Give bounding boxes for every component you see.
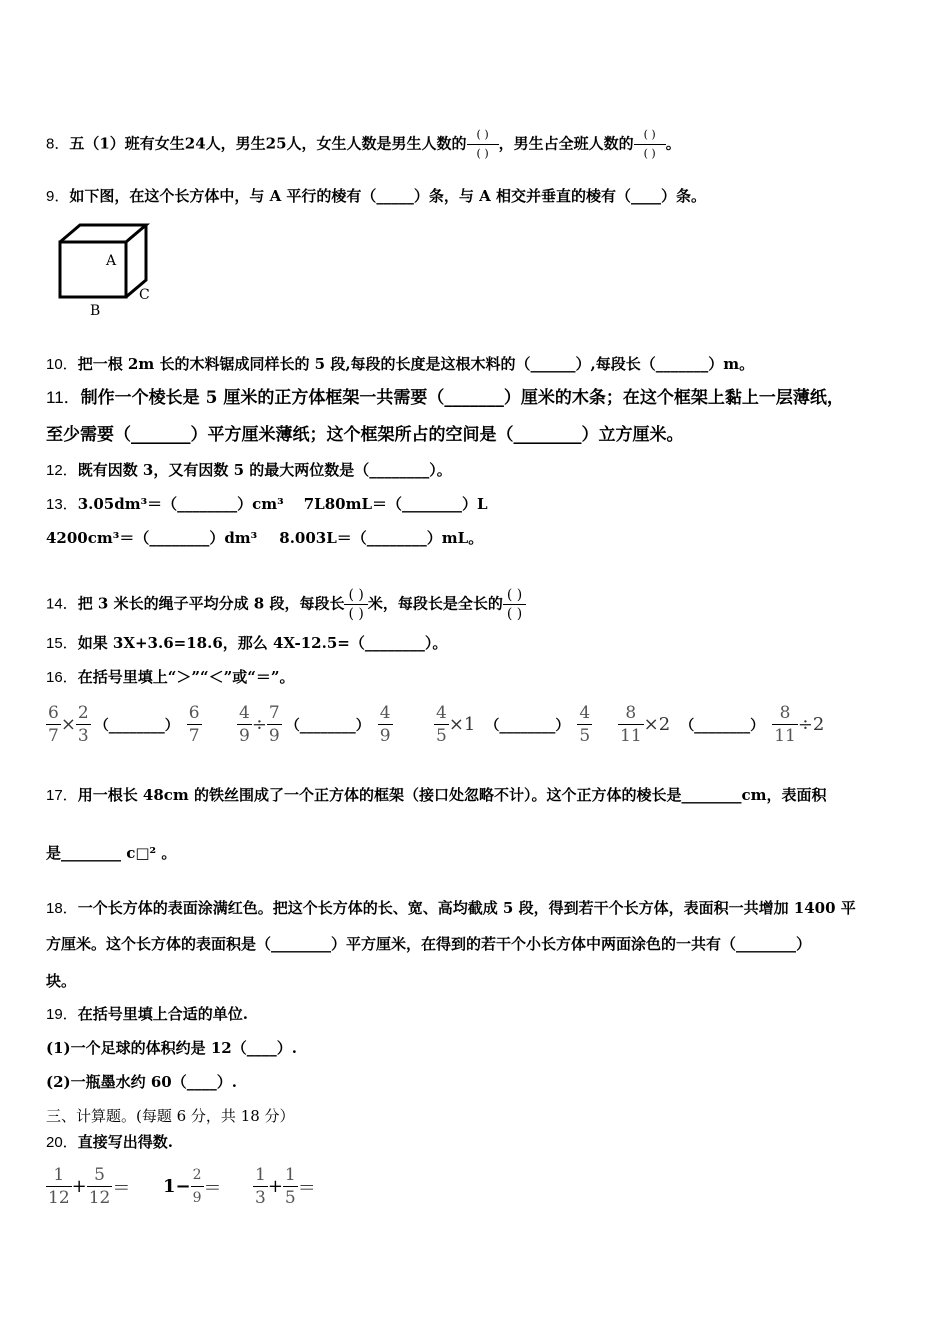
question-number: 9． xyxy=(46,188,70,205)
question-number: 17． xyxy=(46,787,78,804)
question-text: 把 3 米长的绳子平均分成 8 段，每段长 xyxy=(77,594,345,613)
fraction: $\frac{6}{7}$ xyxy=(48,703,59,746)
conversion-1: 3.05dm³＝（________）cm³ xyxy=(77,495,284,513)
fraction: $\frac{4}{5}$ xyxy=(436,703,447,746)
fraction: $\frac{4}{9}$ xyxy=(379,703,391,746)
question-13 xyxy=(46,494,488,515)
expression-3 xyxy=(253,1164,316,1209)
answer-blank[interactable]: （________） xyxy=(285,717,370,734)
sub-question: (2)一瓶墨水约 60（____）. xyxy=(46,1073,237,1091)
fraction: $\frac{4}{9}$ xyxy=(239,703,250,746)
question-11 xyxy=(46,388,844,408)
question-number: 10． xyxy=(46,356,78,373)
question-number: 14． xyxy=(46,595,78,613)
question-text: 五（1）班有女生24人，男生25人，女生人数是男生人数的 xyxy=(69,134,467,153)
label-c: C xyxy=(139,287,150,303)
question-text: 是________ c□² 。 xyxy=(46,844,177,862)
answer-blank[interactable]: （________） xyxy=(94,717,179,734)
fraction: $\frac{2}{3}$ xyxy=(77,703,89,746)
question-15 xyxy=(46,633,447,654)
operator: ×2 xyxy=(643,714,671,735)
answer-blank[interactable]: （________） xyxy=(680,717,765,734)
question-8: 8．五（1）班有女生24人，男生25人，女生人数是男生人数的 $\frac{( )}{( )}$ ，男生占全班人数的 $\frac{( )}{( )}$ 。 xyxy=(46,126,681,163)
compare-item-1 xyxy=(46,702,202,747)
question-text: 如果 3X+3.6=18.6，那么 4X-12.5=（________）。 xyxy=(77,634,448,652)
question-18-line3 xyxy=(46,971,76,991)
question-11-line2 xyxy=(46,425,684,445)
operand: 1− xyxy=(163,1176,191,1197)
question-text: 如下图，在这个长方体中，与 A 平行的棱有（_____）条，与 A 相交并垂直的棱有（____）条。 xyxy=(69,187,707,205)
answer-blank[interactable]: （________） xyxy=(485,717,570,734)
question-number: 13． xyxy=(46,496,78,513)
fraction: $\frac{8}{11}$ xyxy=(774,703,796,746)
operator: ×1 xyxy=(448,714,476,735)
question-text: 制作一个棱长是 5 厘米的正方体框架一共需要（_______）厘米的木条；在这个框架上黏上一层薄纸， xyxy=(80,388,844,408)
fraction-blank[interactable]: $\frac{( )}{( )}$ xyxy=(503,586,526,623)
operator: ÷ xyxy=(251,714,267,735)
question-text: 把一根 2m 长的木料锯成同样长的 5 段,每段的长度是这根木料的（______）,每段长（_______）m。 xyxy=(77,355,755,373)
sub-question: (1)一个足球的体积约是 12（____）. xyxy=(46,1039,297,1057)
cuboid-top-edge xyxy=(60,225,146,242)
expression-2 xyxy=(163,1164,222,1209)
fraction-blank[interactable]: $\frac{( )}{( )}$ xyxy=(634,126,666,163)
question-text: 直接写出得数. xyxy=(77,1133,173,1151)
question-18 xyxy=(46,898,856,919)
fraction: $\frac{4}{5}$ xyxy=(579,703,591,746)
question-number: 20． xyxy=(46,1134,78,1151)
fraction: $\frac{1}{12}$ xyxy=(48,1165,70,1208)
conversion-2: 7L80mL＝（________）L xyxy=(303,495,488,513)
question-number: 18． xyxy=(46,900,78,917)
compare-item-2 xyxy=(237,702,393,747)
question-14 xyxy=(46,586,526,623)
question-number: 15． xyxy=(46,635,78,652)
question-text: 一个长方体的表面涂满红色。把这个长方体的长、宽、高均截成 5 段，得到若干个长方体，表面积一共增加 1400 平 xyxy=(77,899,856,917)
question-number: 11． xyxy=(46,388,81,407)
fraction: $\frac{5}{12}$ xyxy=(88,1165,111,1208)
question-number: 16． xyxy=(46,669,78,686)
section-heading: 三、计算题。(每题 6 分，共 18 分） xyxy=(46,1107,295,1125)
label-b: B xyxy=(90,303,101,319)
question-18-line2 xyxy=(46,934,811,954)
fraction: $\frac{1}{3}$ xyxy=(255,1165,266,1208)
cuboid-figure xyxy=(50,220,160,320)
question-text: 在括号里填上合适的单位. xyxy=(77,1005,248,1023)
equals: ＝ xyxy=(112,1177,131,1199)
question-text: ，男生占全班人数的 xyxy=(498,134,634,153)
fraction: $\frac{1}{5}$ xyxy=(284,1165,296,1208)
question-number: 19． xyxy=(46,1006,78,1023)
question-13-line2 xyxy=(46,528,483,548)
operator: + xyxy=(267,1176,283,1197)
question-number: 12． xyxy=(46,462,78,479)
question-9 xyxy=(46,186,706,207)
question-text: 米，每段长是全长的 xyxy=(367,594,503,613)
question-number: 8． xyxy=(46,135,70,153)
question-10 xyxy=(46,354,754,375)
cuboid-front-face xyxy=(60,242,126,297)
compare-item-4 xyxy=(618,702,824,747)
question-text: 在括号里填上“＞”“＜”或“＝”。 xyxy=(77,668,295,686)
question-text: 至少需要（_______）平方厘米薄纸；这个框架所占的空间是（________）立方厘米。 xyxy=(46,425,684,445)
compare-item-3 xyxy=(434,702,592,747)
conversion-4: 8.003L＝（________）mL。 xyxy=(279,529,484,547)
question-12 xyxy=(46,460,452,481)
expression-1 xyxy=(46,1164,130,1209)
operator: + xyxy=(71,1176,87,1197)
question-text: 方厘米。这个长方体的表面积是（________）平方厘米，在得到的若干个小长方体中两面涂色的一共有（________） xyxy=(46,935,812,953)
operator: × xyxy=(60,714,76,735)
question-17-line2 xyxy=(46,843,176,863)
question-text: 用一根长 48cm 的铁丝围成了一个正方体的框架（接口处忽略不计）。这个正方体的棱长是________cm，表面积 xyxy=(77,786,827,804)
fraction: $\frac{6}{7}$ xyxy=(188,703,200,746)
question-19-sub1 xyxy=(46,1038,297,1058)
conversion-3: 4200cm³＝（________）dm³ xyxy=(46,529,258,547)
question-16 xyxy=(46,667,294,688)
equals: ＝ xyxy=(203,1177,222,1199)
fraction: $\frac{8}{11}$ xyxy=(620,703,642,746)
question-19-sub2 xyxy=(46,1072,237,1092)
operator: ÷2 xyxy=(797,714,825,735)
question-19 xyxy=(46,1004,248,1025)
question-20 xyxy=(46,1132,173,1153)
question-text: 块。 xyxy=(46,972,77,990)
label-a: A xyxy=(106,253,117,269)
fraction: $\frac{7}{9}$ xyxy=(268,703,280,746)
fraction-blank[interactable]: $\frac{( )}{( )}$ xyxy=(467,126,499,163)
fraction: $\frac{2}{9}$ xyxy=(191,1164,204,1209)
equals: ＝ xyxy=(297,1177,316,1199)
fraction-blank[interactable]: $\frac{( )}{( )}$ xyxy=(344,586,367,623)
question-17 xyxy=(46,785,827,806)
question-text: 既有因数 3，又有因数 5 的最大两位数是（________）。 xyxy=(77,461,452,479)
